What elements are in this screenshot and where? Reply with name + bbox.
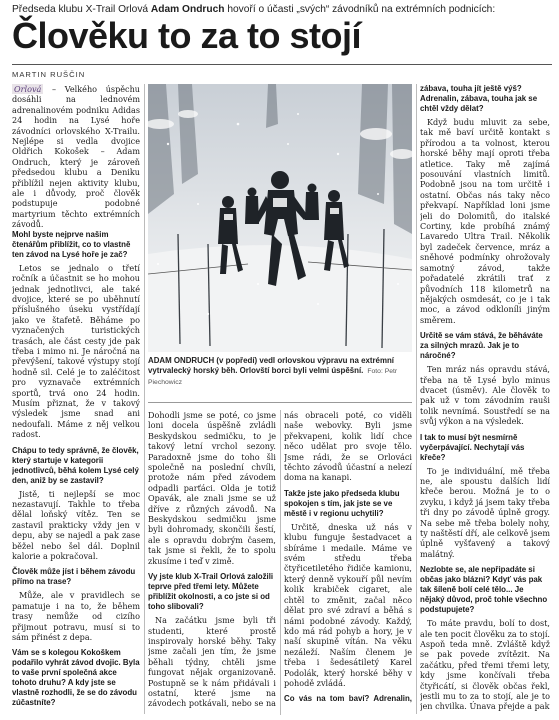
snow-race-photo	[148, 84, 412, 352]
interview-answer: To je individuální, mě třeba ne, ale spoustu dalších lidí křeče berou. Možná je to o zvyku, i když já jsem taky třeba tři dny po závodě úplně grogy. Na sebe mě třeba bolely nohy, ty naštěstí dří, ale celkově jsem úplně vyšťavený a takový malátný.	[420, 465, 550, 559]
dateline-location: Orlová	[14, 84, 42, 94]
interview-answer: Letos se jednalo o třetí ročník a účastnit se ho mohou jednak jednotlivci, ale také dvojice, které se po uběhnutí příslušného úseku vystřídají jako ve štafetě. Běháme po vyznačených turistických trasách, ale část cesty jde pak třeba i mimo ni. Je náročná na převýšení, takové výstupy stojí hodně sil. Celé je to zaléčitost pro vyznavače extrémních sportů, trvá ono 24 hodin. Musím přiznat, že v takový výsledek jsme snad ani nedoufali. Máme z něj velkou radost.	[12, 262, 140, 440]
article-flow	[148, 410, 276, 709]
caption-rule	[148, 402, 412, 403]
kicker-end: hovoří o účasti „svých“ závodníků na extrémních podnicích:	[224, 4, 496, 15]
interview-question: Nezlobte se, ale nepřipadáte si občas jako blázni? Kdyť vás pak tak šíleně bolí celé tělo... Je nějaký důvod, proč tohle všechno podstupujete?	[420, 565, 548, 615]
column-4	[420, 84, 550, 714]
byline: MARTIN RUŠČIN	[12, 70, 86, 79]
interview-question: zábava, touha jít ještě výš? Adrenalin, zábava, touha jak se chtěl vždy dělat?	[420, 84, 538, 113]
kicker-name: Adam Ondruch	[150, 4, 225, 15]
kicker	[12, 4, 552, 15]
column-divider	[144, 84, 145, 714]
interview-question: Mohl byste nejprve našim čtenářům přiblížit, co to vlastně ten závod na Lysé hoře je zač?	[12, 229, 131, 259]
interview-answer: Ten mráz nás opravdu stává, třeba na tě Lysé bylo minus dvacet (úsměv). Ale člověk to pak už v tom závodním rauši tolik nevnímá. Soustředí se na svůj výkon a na výsledek.	[420, 364, 550, 427]
interview-question: Člověk může jíst i během závodu přímo na trase?	[12, 567, 136, 587]
interview-answer: nás obraceli poté, co viděli naše webovky. Byli jsme překvapeni, kolik lidí chce něco udělat pro svoje tělo. Jsme rádi, že se Orlováci těchto závodů účastní a nelezí doma na kanapi.	[284, 410, 412, 483]
headline-rule	[12, 64, 552, 65]
photo-credit: Foto: Petr Piechowicz	[148, 368, 398, 386]
column-divider	[280, 410, 281, 715]
headline: Člověku to za to stojí	[12, 15, 362, 56]
article-flow	[12, 230, 140, 709]
article-photo	[148, 84, 412, 352]
lead-text: – Velkého úspěchu dosáhli na lednovém adrenalinovém podniku Adidas 24 hodin na Lysé hoře závodníci orlovského X-Trailu. Nejlépe si vedla dvojice Oldřich Kokošek – Adam Ondruch, který je zároveň předsedou klubu a Deniku přiblížil nejen aktivity klubu, ale i důvody, proč člověk podstupuje podobné martyrium těchto extrémních závodů.	[12, 84, 140, 230]
kicker-start: Předseda klubu X-Trail Orlová	[12, 4, 151, 15]
column-1	[12, 84, 140, 714]
interview-answer: Určitě, dneska už nás v klubu funguje šestadvacet a sbíráme i medaile. Máme ve svém středu třeba čtyřicetiletého řidiče kamionu, který denně vykouří půl nevím kolik krabiček cigaret, ale chtěl to změnit, začal něco dělat pro své zdraví a běhá s námi podobné závody. Každý, kdo má rád pohyb a hory, je v naší skupině vítán. Na věku nezáleží. Naším členem je třeba i šedesátiletý Karel Podolák, který horské běhy v pohodě zvládá.	[284, 521, 412, 688]
photo-caption	[148, 356, 412, 388]
interview-answer: Na začátku jsme byli tři studenti, které prostě inspirovaly horské běhy. Taky jsme začali jen tím, že jsme běhali týdny, chtěli jsme fungovat nějak organizovaně. Postupně se k nám přidávali i ostatní, které jsme na závodech potkávali, nebo se na	[148, 615, 276, 709]
interview-answer: Dohodli jsme se poté, co jsme loni docela úspěšně zvládli Beskydskou sedmičku, to je takový letní vrchol sezony. Paradoxně jsme do toho šli společně na poslední chvíli, protože nám před závodem odpadli parťáci. Olda je totiž Opavák, ale znali jsme se už dříve z různých závodů. Na Beskydskou sedmičku jsme byli dohromady, skončili šestí, ale s opravdu dobrým časem, tak jsme si řekli, že to spolu zkusíme i teď v zimě.	[148, 410, 276, 566]
interview-question: Vy jste klub X-Trail Orlová založili teprve před třemi lety. Můžete přiblížit okolnosti, a co jste si od toho slibovali?	[148, 572, 274, 612]
interview-answer: To máte pravdu, bolí to dost, ale ten pocit člověku za to stojí. Aspoň teda mně. Zvláště když se pak povede zvítězit. Na začátku, před třemi třemi lety, kdy jsme končívali třeba čtyřicátí, si člověk občas řekl, jestli mu to za to stojí, ale je to jen chvilka. Únava přejde a pak	[420, 618, 550, 712]
column-divider	[416, 84, 417, 714]
interview-question: I tak to musí být nesmírně vyčerpávající. Nechytají vás křeče?	[420, 432, 525, 462]
article-flow	[420, 84, 550, 712]
column-2	[148, 410, 276, 715]
lead-paragraph	[12, 84, 140, 230]
interview-answer: Jistě, ti nejlepší se moc nezastavují. Takhle to třeba dělal loňský vítěz. Ten se zastavil prakticky vždy jen v depu, aby se najedl a pak zase běžel nebo šel dál. Doplnil kalorie a pokračoval.	[12, 488, 140, 562]
interview-question: Určitě se vám stává, že běháváte za silných mrazů. Jak je to náročné?	[420, 331, 543, 361]
interview-question: Co vás na tom baví? Adrenalin,	[284, 694, 412, 704]
caption-text: ADAM ONDRUCH (v popředí) vedl orlovskou výpravu na extrémní vytrvalecký horský běh. Orlovští borci byli velmi úspěšní.	[148, 356, 394, 375]
interview-answer: Když budu mluvit za sebe, tak mě baví určitě kontakt s přírodou a ta volnost, kterou horské běhy mají oproti třeba atletice. Taky mě zajímá posouvání vlastních limitů. Podobně jsou na tom určitě i ostatní. Občas nás taky něco překvapí. Například loni jsme jeli do Dolomitů, do italské Cortiny, kde probíhá známý Lavaredo Ultra Trail. Několik byl zadeček července, mráz a sněhové podmínky ohrožovaly samotný závod, takže pořadatelé zkrátili trať z původních 118 kilometrů na nějakých osmdesát, co je i tak moc, a závod odkloníli jiným směrem.	[420, 117, 550, 325]
interview-answer: Může, ale v pravidlech se pamatuje i na to, že během trasy nemůže od cizího přijmout potravu, musí si to sám přinést z depa.	[12, 590, 140, 643]
interview-question: Chápu to tedy správně, že člověk, který startuje v kategorii jednotlivců, běhá kolem Lysé celý den, aniž by se zastavil?	[12, 445, 139, 485]
article-flow	[284, 410, 412, 704]
interview-question: Vám se s kolegou Kokoškem podařilo vyhrát závod dvojic. Byla to vaše první společná akce tohoto druhu? A kdy jste se vlastně rozhodli, že se do závodu zúčastníte?	[12, 648, 140, 708]
interview-question: Takže jste jako předseda klubu spokojen s tím, jak jste se ve městě i v regionu uchytili?	[284, 488, 400, 518]
column-3	[284, 410, 412, 715]
